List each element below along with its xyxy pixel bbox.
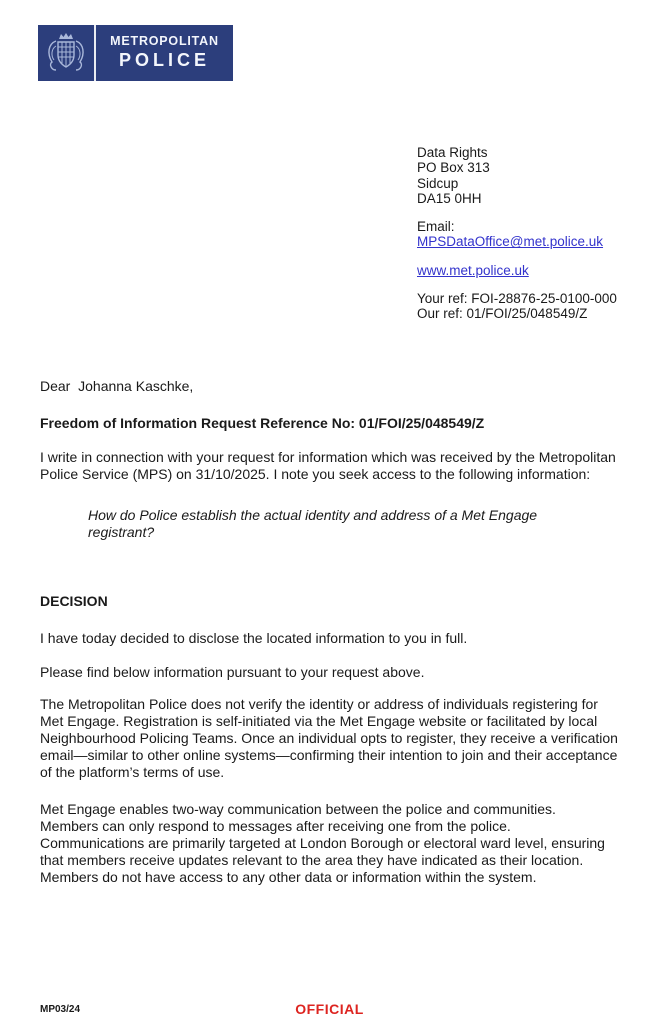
intro-paragraph: I write in connection with your request for information which was received by the Metropolitan Police Service (MPS) on 31/10/2025. I note you seek access to the following information: [40,449,616,482]
decision-followup: Please find below information pursuant to your request above. [40,664,425,680]
our-ref: Our ref: 01/FOI/25/048549/Z [417,306,588,322]
website-link[interactable]: www.met.police.uk [417,262,529,278]
sender-town: Sidcup [417,175,459,191]
decision-statement: I have today decided to disclose the located information to you in full. [40,630,468,646]
logo-wordmark [96,25,233,81]
your-ref: Your ref: FOI-28876-25-0100-000 [417,291,617,307]
sender-pobox: PO Box 313 [417,160,490,176]
sender-block [417,145,617,322]
salutation: Dear Johanna Kaschke, [40,378,194,394]
sender-dept: Data Rights [417,145,488,160]
sender-postcode: DA15 0HH [417,190,482,206]
email-link[interactable]: MPSDataOffice@met.police.uk [417,234,604,250]
letter-body [40,378,618,886]
met-police-logo [38,25,233,81]
response-paragraph-1: The Metropolitan Police does not verify the identity or address of individuals registering for Met Engage. Registration is self-initiated via the Met Engage website or facilitated by local Neighbourhood Policing Teams. Once an individual opts to register, they receive a verification email—similar to other online systems—confirming their intention to join and their acceptance of the platform’s terms of use. [40,696,618,780]
met-police-crest-icon [38,25,94,81]
classification-marking: OFFICIAL [295,1001,364,1017]
response-paragraph-2: Met Engage enables two-way communication between the police and communities. Members can only respond to messages after receiving one from the police. Communications are primarily targeted at London Borough or electoral ward level, ensuring that members receive updates relevant to the area they have indicated as their location. Members do not have access to any other data or information within the system. [40,801,605,885]
request-quote: How do Police establish the actual identity and address of a Met Engage registrant? [88,507,538,540]
email-label: Email: [417,219,455,235]
subject-line: Freedom of Information Request Reference No: 01/FOI/25/048549/Z [40,415,485,431]
decision-heading: DECISION [40,593,108,609]
logo-metropolitan-text: METROPOLITAN [110,34,219,49]
page-footer [0,1001,659,1021]
form-reference: MP03/24 [40,1004,81,1015]
logo-police-text: POLICE [118,49,210,70]
